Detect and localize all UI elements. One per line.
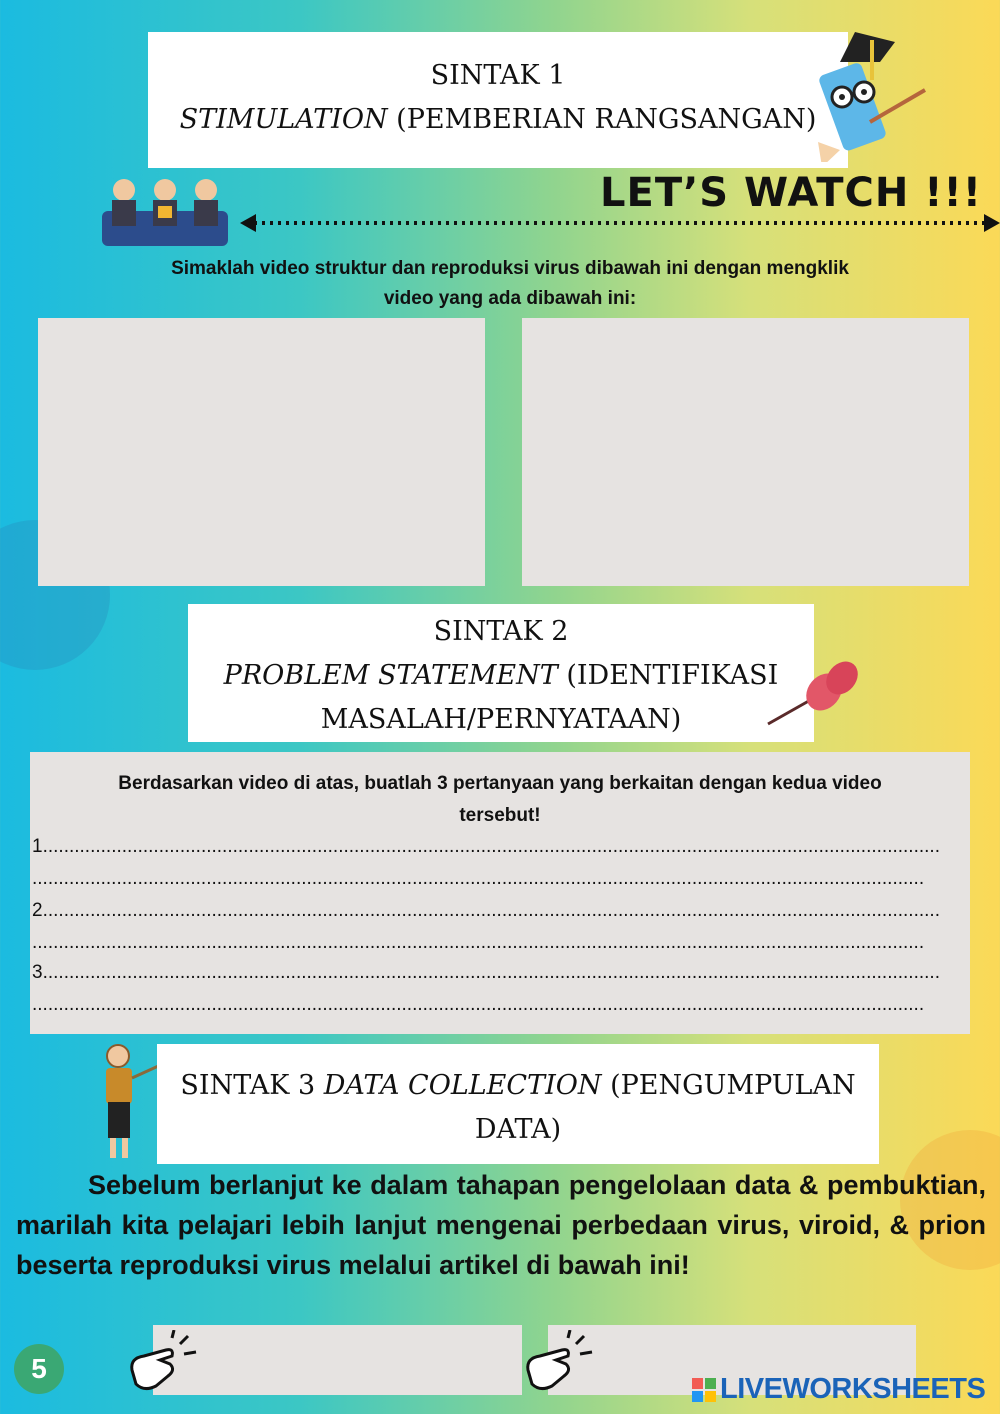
liveworksheets-logo-icon	[692, 1378, 716, 1402]
lets-watch-label: LET’S WATCH !!!	[600, 170, 982, 216]
intro-paragraph: Sebelum berlanjut ke dalam tahapan pengelolaan data & pembuktian, marilah kita pelajari lebih lanjut mengenai perbedaan virus, viroid, & prion beserta reproduksi virus melalui artikel di bawah ini!	[16, 1170, 986, 1280]
dotted-arrow-icon	[240, 212, 1000, 234]
video-instruction: Simaklah video struktur dan reproduksi virus dibawah ini dengan mengklik video yang ada dibawah ini:	[171, 258, 849, 309]
sintak2-title: SINTAK 2	[433, 616, 569, 647]
page-number: 5	[14, 1344, 64, 1394]
answer-line-1b[interactable]: .........................................................................................................................................................................	[32, 868, 925, 889]
sintak2-header	[188, 604, 814, 742]
video-slot-2[interactable]	[522, 318, 969, 586]
sintak2-subtitle-line2: MASALAH/PERNYATAAN)	[320, 704, 682, 735]
sintak2-subtitle: PROBLEM STATEMENT (IDENTIFIKASI	[223, 660, 779, 691]
pushpin-icon	[766, 658, 862, 728]
sintak3-title-line2: DATA)	[474, 1114, 562, 1145]
sintak3-header	[157, 1044, 879, 1164]
answer-line-2[interactable]: 2..........................................................................................................................................................................	[32, 900, 940, 921]
questions-prompt: Berdasarkan video di atas, buatlah 3 pertanyaan yang berkaitan dengan kedua video tersebut!	[118, 773, 882, 826]
answer-line-3b[interactable]: .........................................................................................................................................................................	[32, 994, 925, 1015]
answer-line-3[interactable]: 3..........................................................................................................................................................................	[32, 962, 940, 983]
sintak1-header	[148, 32, 848, 168]
sintak1-subtitle: STIMULATION (PEMBERIAN RANGSANGAN)	[179, 104, 817, 135]
video-slot-1[interactable]	[38, 318, 485, 586]
brand-label: LIVEWORKSHEETS	[720, 1373, 986, 1405]
article-slot-1[interactable]	[153, 1325, 522, 1395]
click-hand-icon	[126, 1330, 198, 1394]
click-hand-icon	[522, 1330, 594, 1394]
answer-line-1[interactable]: 1..........................................................................................................................................................................	[32, 836, 940, 857]
pencil-mascot-icon	[800, 22, 930, 162]
sintak3-title: SINTAK 3 DATA COLLECTION (PENGUMPULAN	[180, 1070, 856, 1101]
answer-line-2b[interactable]: .........................................................................................................................................................................	[32, 932, 925, 953]
audience-icon	[102, 176, 228, 246]
sintak1-title: SINTAK 1	[430, 60, 566, 91]
